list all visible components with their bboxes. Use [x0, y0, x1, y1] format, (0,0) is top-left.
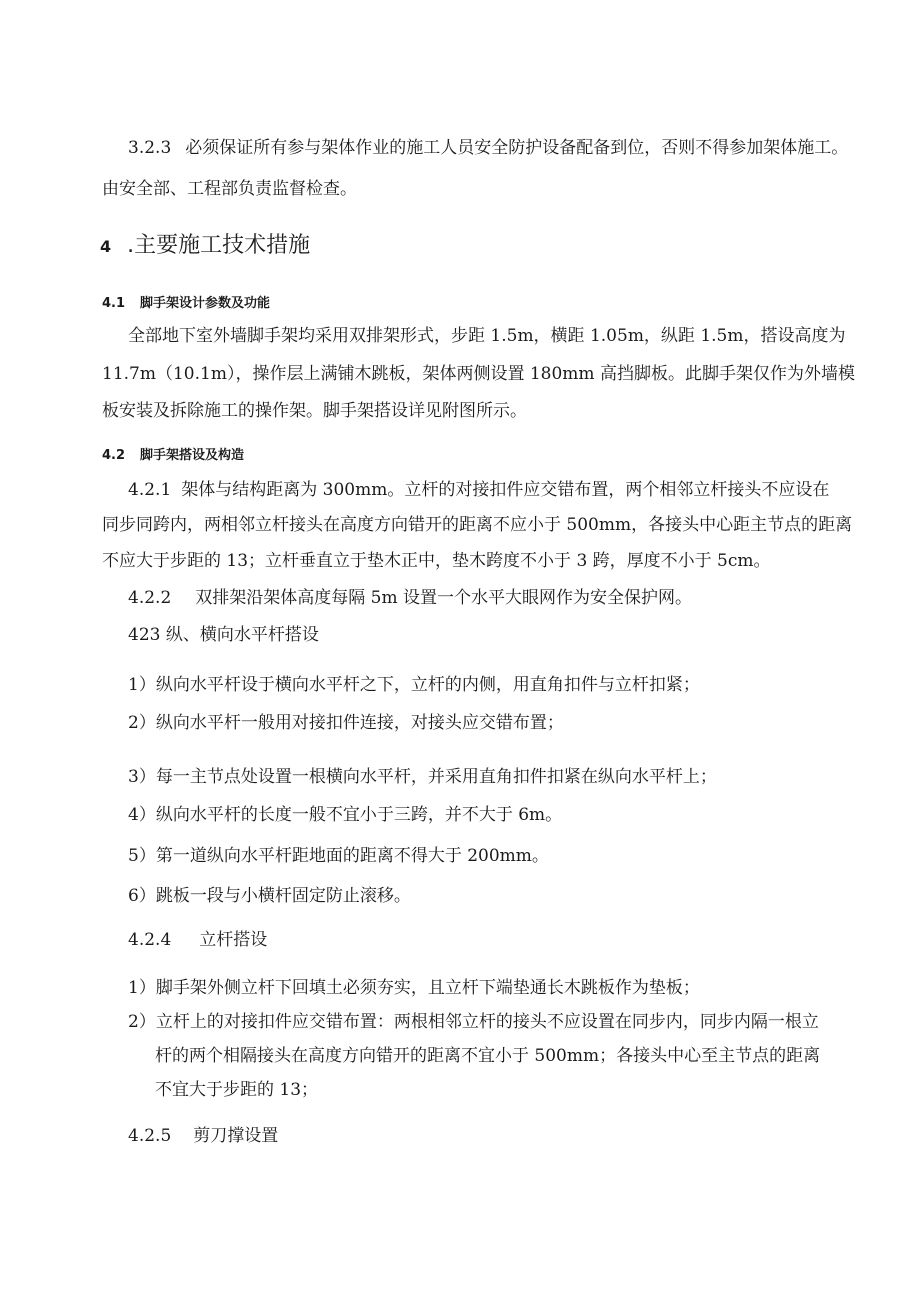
list-item-424-2-line-1: 2）立杆上的对接扣件应交错布置：两根相邻立杆的接头不应设置在同步内，同步内隔一根立	[128, 1012, 819, 1032]
heading-4-2-3: 423 纵、横向水平杆搭设	[128, 625, 319, 645]
paragraph-text: 双排架沿架体高度每隔 5m 设置一个水平大眼网作为安全保护网。	[195, 588, 693, 608]
heading-4-1	[102, 292, 270, 316]
paragraph-text: 架体与结构距离为 300mm。立杆的对接扣件应交错布置，两个相邻立杆接头不应设在	[181, 480, 830, 500]
section-number: 3.2.3	[128, 138, 172, 158]
paragraph-3-2-3-line-2: 由安全部、工程部负责监督检查。	[102, 179, 357, 199]
section-number: 4.2.4	[128, 930, 172, 950]
heading-title: 脚手架设计参数及功能	[140, 296, 271, 311]
heading-4-2	[102, 444, 244, 468]
paragraph-4-2-2	[128, 586, 692, 610]
paragraph-4-2-1-line-1	[128, 478, 829, 502]
paragraph-3-2-3-line-1	[128, 136, 848, 160]
list-item-423-3: 3）每一主节点处设置一根横向水平杆，并采用直角扣件扣紧在纵向水平杆上；	[128, 767, 717, 787]
section-number: 4	[100, 237, 112, 256]
heading-title: .主要施工技术措施	[127, 233, 311, 258]
section-number: 4.1	[102, 296, 126, 311]
list-item-423-2: 2）纵向水平杆一般用对接扣件连接，对接头应交错布置；	[128, 713, 564, 733]
heading-4-2-5	[128, 1124, 278, 1148]
section-number: 4.2.1	[128, 480, 172, 500]
section-number: 4.2	[102, 448, 126, 463]
heading-4-2-4	[128, 928, 267, 952]
heading-title: 脚手架搭设及构造	[140, 448, 245, 463]
list-item-424-2-line-3: 不宜大于步距的 13；	[155, 1080, 319, 1100]
heading-title: 立杆搭设	[199, 930, 268, 950]
section-number: 4.2.2	[128, 588, 172, 608]
heading-section-4	[100, 234, 310, 259]
paragraph-4-2-1-line-3: 不应大于步距的 13；立杆垂直立于垫木正中，垫木跨度不小于 3 跨，厚度不小于 5cm。	[102, 551, 771, 571]
list-item-423-4: 4）纵向水平杆的长度一般不宜小于三跨，并不大于 6m。	[128, 805, 563, 825]
paragraph-4-1-line-2: 11.7m（10.1m），操作层上满铺木跳板，架体两侧设置 180mm 高挡脚板。此脚手架仅作为外墙模	[102, 364, 855, 384]
paragraph-4-1-line-1: 全部地下室外墙脚手架均采用双排架形式，步距 1.5m，横距 1.05m，纵距 1.5m，搭设高度为	[128, 326, 846, 346]
paragraph-text: 必须保证所有参与架体作业的施工人员安全防护设备配备到位，否则不得参加架体施工。	[185, 138, 849, 158]
paragraph-4-1-line-3: 板安装及拆除施工的操作架。脚手架搭设详见附图所示。	[102, 401, 527, 421]
heading-title: 剪刀撑设置	[193, 1126, 279, 1146]
list-item-423-1: 1）纵向水平杆设于横向水平杆之下，立杆的内侧，用直角扣件与立杆扣紧；	[128, 675, 700, 695]
paragraph-4-2-1-line-2: 同步同跨内，两相邻立杆接头在高度方向错开的距离不应小于 500mm，各接头中心距主节点的距离	[102, 515, 853, 535]
list-item-424-2-line-2: 杆的两个相隔接头在高度方向错开的距离不宜小于 500mm；各接头中心至主节点的距离	[155, 1046, 821, 1066]
list-item-424-1: 1）脚手架外侧立杆下回填土必须夯实，且立杆下端垫通长木跳板作为垫板；	[128, 978, 700, 998]
list-item-423-5: 5）第一道纵向水平杆距地面的距离不得大于 200mm。	[128, 846, 549, 866]
list-item-423-6: 6）跳板一段与小横杆固定防止滚移。	[128, 886, 411, 906]
section-number: 4.2.5	[128, 1126, 172, 1146]
